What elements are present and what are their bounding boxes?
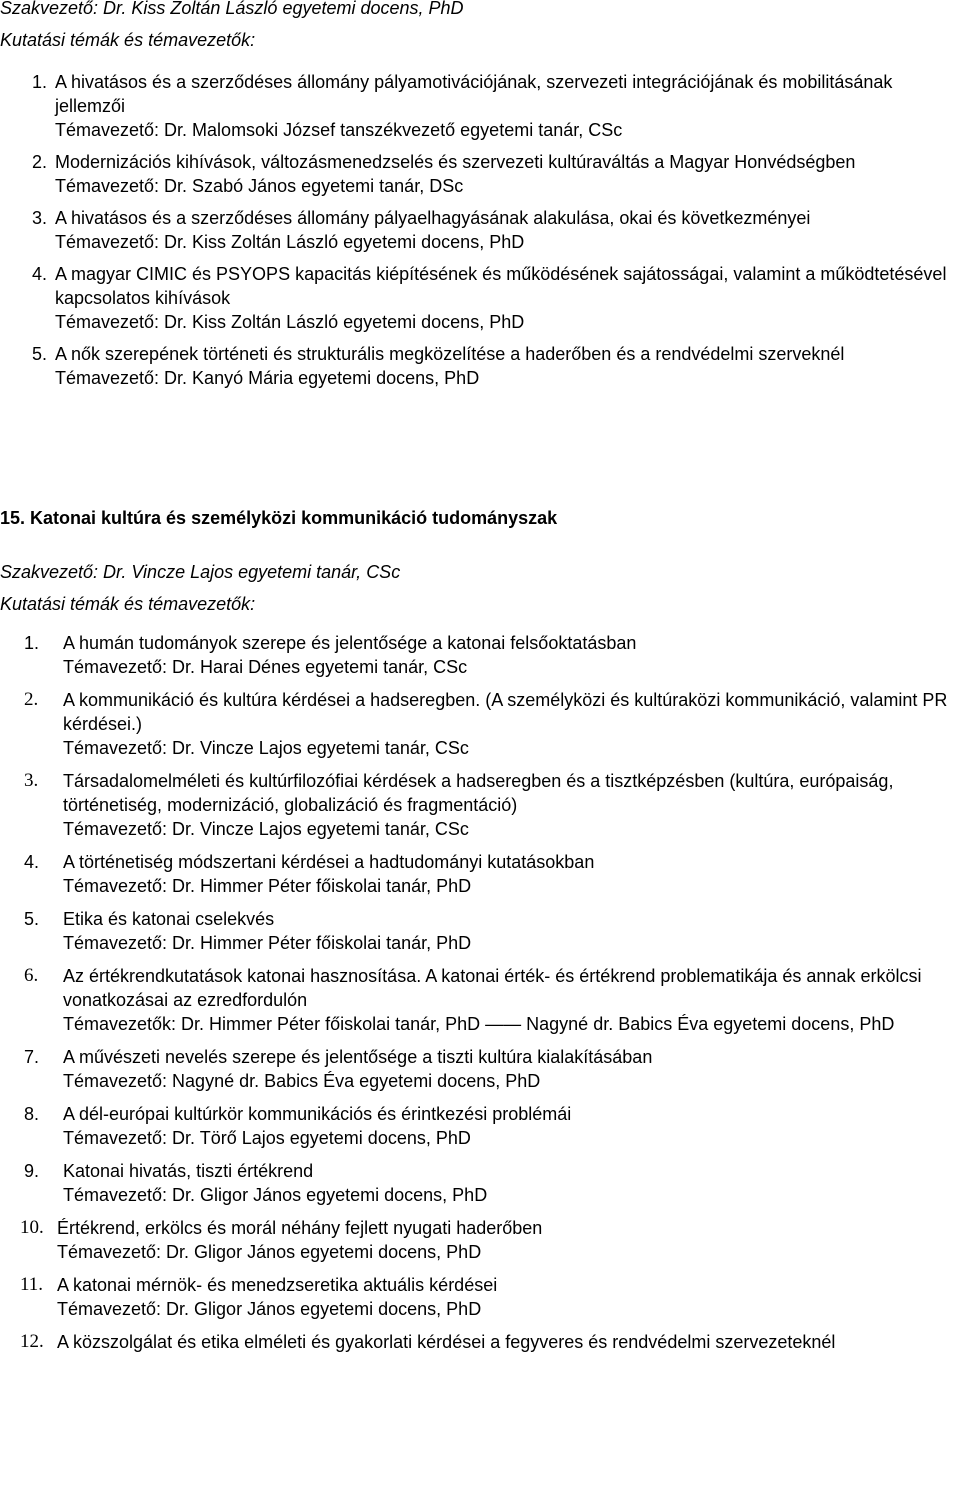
item-title: Értékrend, erkölcs és morál néhány fejlett nyugati haderőben bbox=[57, 1218, 543, 1238]
item-number: 3. bbox=[32, 208, 48, 228]
item-number: 4. bbox=[24, 852, 40, 872]
section-1-supervisor: Szakvezető: Dr. Kiss Zoltán László egyetemi docens, PhD bbox=[0, 0, 464, 18]
item-advisor: Témavezető: Dr. Gligor János egyetemi docens, PhD bbox=[57, 1299, 482, 1319]
item-number: 1. bbox=[32, 72, 48, 92]
section-1-topic-list bbox=[0, 70, 960, 390]
item-advisor: Témavezető: Nagyné dr. Babics Éva egyetemi docens, PhD bbox=[63, 1071, 541, 1091]
item-title: Az értékrendkutatások katonai hasznosítása. A katonai érték- és értékrend problematikája és annak erkölcsi vonatkozásai az ezredfordulón bbox=[63, 966, 922, 1010]
item-advisor: Témavezető: Dr. Harai Dénes egyetemi tanár, CSc bbox=[63, 657, 468, 677]
item-title: Katonai hivatás, tiszti értékrend bbox=[63, 1161, 314, 1181]
item-advisor: Témavezető: Dr. Szabó János egyetemi tanár, DSc bbox=[55, 176, 464, 196]
item-advisor: Témavezető: Dr. Kanyó Mária egyetemi docens, PhD bbox=[55, 368, 480, 388]
item-advisor: Témavezető: Dr. Malomsoki József tanszékvezető egyetemi tanár, CSc bbox=[55, 120, 623, 140]
list-item bbox=[0, 1216, 960, 1264]
item-advisor: Témavezető: Dr. Himmer Péter főiskolai tanár, PhD bbox=[63, 933, 472, 953]
list-item bbox=[0, 907, 960, 955]
section-2-topics-label: Kutatási témák és témavezetők: bbox=[0, 594, 256, 614]
section-2-heading: 15. Katonai kultúra és személyközi kommunikáció tudományszak bbox=[0, 508, 558, 528]
list-item bbox=[0, 342, 960, 390]
list-item bbox=[0, 688, 960, 760]
section-2-supervisor: Szakvezető: Dr. Vincze Lajos egyetemi tanár, CSc bbox=[0, 562, 401, 582]
item-number: 5. bbox=[32, 344, 48, 364]
section-2-topic-list bbox=[0, 631, 960, 1354]
list-item bbox=[0, 850, 960, 898]
item-advisor: Témavezető: Dr. Törő Lajos egyetemi docens, PhD bbox=[63, 1128, 471, 1148]
item-advisor: Témavezető: Dr. Gligor János egyetemi docens, PhD bbox=[57, 1242, 482, 1262]
item-number: 1. bbox=[24, 633, 40, 653]
list-item bbox=[0, 1273, 960, 1321]
list-item bbox=[0, 150, 960, 198]
list-item bbox=[0, 631, 960, 679]
item-number: 9. bbox=[24, 1161, 40, 1181]
item-advisor: Témavezető: Dr. Vincze Lajos egyetemi tanár, CSc bbox=[63, 819, 469, 839]
item-number: 12. bbox=[20, 1331, 44, 1352]
section-1-topics-label: Kutatási témák és témavezetők: bbox=[0, 30, 256, 50]
item-number: 2. bbox=[32, 152, 48, 172]
list-item bbox=[0, 769, 960, 841]
list-item bbox=[0, 206, 960, 254]
list-item bbox=[0, 1102, 960, 1150]
item-title: A közszolgálat és etika elméleti és gyakorlati kérdései a fegyveres és rendvédelmi szervezeteknél bbox=[57, 1332, 836, 1352]
item-advisor: Témavezető: Dr. Vincze Lajos egyetemi tanár, CSc bbox=[63, 738, 469, 758]
item-advisor: Témavezető: Dr. Kiss Zoltán László egyetemi docens, PhD bbox=[55, 232, 525, 252]
item-title: A hivatásos és a szerződéses állomány pályaelhagyásának alakulása, okai és következményei bbox=[55, 208, 811, 228]
item-number: 10. bbox=[20, 1217, 44, 1238]
list-item bbox=[0, 1159, 960, 1207]
item-advisor: Témavezető: Dr. Himmer Péter főiskolai tanár, PhD bbox=[63, 876, 472, 896]
item-title: A művészeti nevelés szerepe és jelentősége a tiszti kultúra kialakításában bbox=[63, 1047, 653, 1067]
item-title: A magyar CIMIC és PSYOPS kapacitás kiépítésének és működésének sajátosságai, valamint a működtetésével kapcsolatos kihívások bbox=[55, 264, 947, 308]
list-item bbox=[0, 964, 960, 1036]
item-number: 4. bbox=[32, 264, 48, 284]
section-2 bbox=[0, 506, 960, 1354]
item-number: 8. bbox=[24, 1104, 40, 1124]
item-title: A kommunikáció és kultúra kérdései a hadseregben. (A személyközi és kultúraközi kommunikáció, valamint PR kérdései.) bbox=[63, 690, 948, 734]
item-advisor: Témavezető: Dr. Kiss Zoltán László egyetemi docens, PhD bbox=[55, 312, 525, 332]
list-item bbox=[0, 70, 960, 142]
list-item bbox=[0, 262, 960, 334]
item-title: Etika és katonai cselekvés bbox=[63, 909, 275, 929]
item-title: A dél-európai kultúrkör kommunikációs és érintkezési problémái bbox=[63, 1104, 572, 1124]
item-title: A történetiség módszertani kérdései a hadtudományi kutatásokban bbox=[63, 852, 595, 872]
item-title: A hivatásos és a szerződéses állomány pályamotivációjának, szervezeti integrációjának és mobilitásának jellemzői bbox=[55, 72, 893, 116]
item-number: 3. bbox=[24, 770, 39, 791]
item-title: A nők szerepének történeti és strukturális megközelítése a haderőben és a rendvédelmi szerveknél bbox=[55, 344, 845, 364]
item-number: 6. bbox=[24, 965, 39, 986]
item-number: 7. bbox=[24, 1047, 40, 1067]
item-number: 11. bbox=[20, 1274, 44, 1295]
section-1 bbox=[0, 0, 960, 390]
list-item bbox=[0, 1045, 960, 1093]
item-number: 2. bbox=[24, 689, 39, 710]
item-advisor: Témavezető: Dr. Gligor János egyetemi docens, PhD bbox=[63, 1185, 488, 1205]
item-title: Modernizációs kihívások, változásmenedzselés és szervezeti kultúraváltás a Magyar Honvédségben bbox=[55, 152, 856, 172]
list-item bbox=[0, 1330, 960, 1354]
item-advisor: Témavezetők: Dr. Himmer Péter főiskolai tanár, PhD —— Nagyné dr. Babics Éva egyetemi docens, PhD bbox=[63, 1014, 895, 1034]
item-number: 5. bbox=[24, 909, 40, 929]
item-title: Társadalomelméleti és kultúrfilozófiai kérdések a hadseregben és a tisztképzésben (kultúra, európaiság, történetiség, modernizáció, globalizáció és fragmentáció) bbox=[63, 771, 894, 815]
item-title: A humán tudományok szerepe és jelentősége a katonai felsőoktatásban bbox=[63, 633, 637, 653]
item-title: A katonai mérnök- és menedzseretika aktuális kérdései bbox=[57, 1275, 498, 1295]
